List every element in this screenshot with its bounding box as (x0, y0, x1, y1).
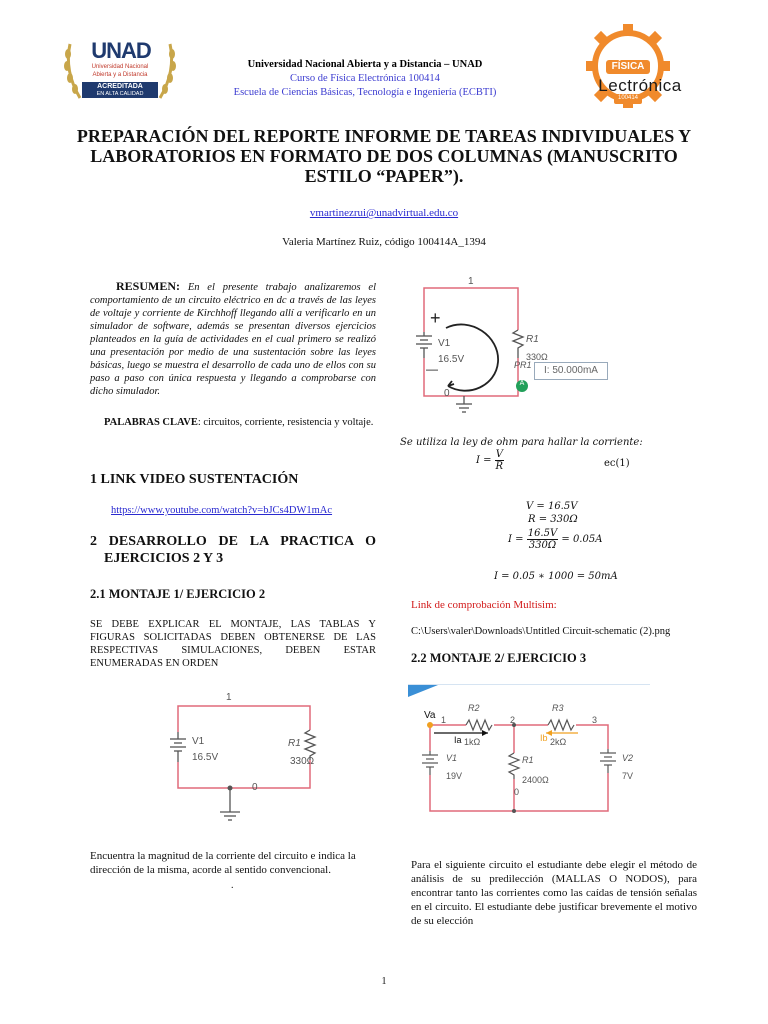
ohm-formula-num: V (495, 449, 503, 460)
circuit2-node-0: 0 (444, 388, 450, 399)
circuit3-node-0: 0 (514, 787, 520, 797)
section2-title-line2: EJERCICIOS 2 Y 3 (104, 551, 224, 566)
circuit2-res-value: 330Ω (526, 352, 548, 362)
section2-title-line1: 2 DESARROLLO DE LA PRACTICA O (90, 534, 376, 549)
given-resistance: R = 330Ω (528, 514, 578, 525)
unad-logo-sub2: Abierta y a Distancia (92, 72, 148, 78)
circuit3-node-va: Va (424, 710, 436, 721)
abstract (90, 280, 376, 398)
subsection22-paragraph: Para el siguiente circuito el estudiante debe elegir el método de análisis de su predilección (MALLAS O NODOS), para encontrar tanto las corrientes como las caídas de tensión señalas en el circuito. El estudiante debe justificar brevemente el motivo de su elección (411, 859, 697, 927)
page-number: 1 (381, 976, 387, 987)
circuit2-figure (400, 276, 548, 416)
circuit1-figure (148, 692, 338, 832)
circuit3-v1-name: V1 (446, 753, 458, 763)
fisica-logo-code: 100414 (617, 95, 639, 101)
ohm-formula-den: R (495, 461, 504, 472)
paper-title (60, 126, 708, 186)
fisica-electronica-logo (568, 18, 708, 110)
circuit3-r2-name: R2 (468, 703, 480, 713)
header-university: Universidad Nacional Abierta y a Distancia – UNAD (247, 59, 483, 70)
current-calc-num: 16.5V (527, 528, 558, 539)
paper-title-line2: LABORATORIOS EN FORMATO DE DOS COLUMNAS (MANUSCRITO (90, 146, 678, 166)
circuit3-node-2: 2 (510, 715, 516, 725)
ohm-eq-ref: ec(1) (604, 458, 630, 469)
circuit2-probe-icon: A (519, 380, 525, 387)
circuit3-v2-value: 7V (622, 771, 634, 781)
subsection21-question: Encuentra la magnitud de la corriente del circuito e indica la dirección de la misma, acorde al sentido convencional. (90, 850, 356, 876)
ohm-formula-lhs: I = (476, 455, 492, 466)
header-school: Escuela de Ciencias Básicas, Tecnología e Ingeniería (ECBTI) (233, 87, 497, 98)
current-conversion: I = 0.05 ∗ 1000 = 50mA (494, 571, 618, 582)
current-calc-result: = 0.05A (561, 534, 603, 545)
current-calc (508, 528, 602, 551)
paper-title-line1: PREPARACIÓN DEL REPORTE INFORME DE TAREAS INDIVIDUALES Y (76, 126, 692, 146)
circuit2-res-name: R1 (526, 334, 539, 345)
unad-logo-badge2: EN ALTA CALIDAD (96, 91, 144, 97)
current-calc-lhs: I = (508, 534, 524, 545)
multisim-path[interactable]: C:\Users\valer\Downloads\Untitled Circuit-schematic (2).png (411, 626, 671, 637)
circuit1-res-value: 330Ω (290, 756, 315, 767)
circuit3-node-3: 3 (592, 715, 598, 725)
circuit3-current-ib: Ib (540, 733, 548, 743)
section1-title: 1 LINK VIDEO SUSTENTACIÓN (90, 472, 299, 487)
section2-title (90, 533, 376, 567)
keywords (90, 416, 376, 429)
subsection21-instructions: SE DEBE EXPLICAR EL MONTAJE, LAS TABLAS Y FIGURAS SOLICITADAS DEBEN OBTENERSE DE LAS RESPECTIVAS SIMULACIONES, DEBEN ESTAR ENUMERADAS EN ORDEN (90, 619, 376, 669)
given-voltage: V = 16.5V (526, 501, 578, 512)
fisica-logo-word: Lectrónica (598, 76, 682, 95)
circuit3-v2-name: V2 (622, 753, 634, 763)
abstract-label: RESUMEN: (116, 279, 181, 293)
circuit2-minus-sign: — (426, 362, 438, 376)
unad-logo-sub1: Universidad Nacional (91, 64, 149, 70)
unad-logo-badge1: ACREDITADA (97, 83, 143, 90)
circuit2-source-value: 16.5V (438, 354, 465, 365)
circuit3-v1-value: 19V (446, 771, 463, 781)
circuit1-source-value: 16.5V (192, 752, 219, 763)
circuit2-node-1: 1 (468, 276, 474, 287)
multisim-label: Link de comprobación Multisim: (411, 599, 557, 611)
abstract-text: En el presente trabajo analizaremos el comportamiento de un circuito eléctrico en dc a través de las leyes de voltaje y corriente de Kirchhoff llegando allí a verificarlo en un simulador de software, además se presentan diversos ejercicios planteados en la guía de actividades en el cual primero se realizó una presentación por medio de una sustentación sobre las leyes básicas, luego se muestra el desarrollo de cada uno de ellos con su paso a paso con única respuesta y llegando a comprobarse con dicho simulador. (90, 282, 376, 397)
fisica-logo-title: FÍSICA (611, 61, 645, 72)
keywords-label: PALABRAS CLAVE (104, 417, 198, 428)
circuit3-node-1: 1 (441, 715, 447, 725)
circuit3-figure (408, 684, 650, 841)
subsection22-title: 2.2 MONTAJE 2/ EJERCICIO 3 (411, 651, 587, 665)
circuit3-current-ia: Ia (454, 735, 462, 745)
circuit3-r3-value: 2kΩ (550, 737, 567, 747)
circuit3-r1-name: R1 (522, 755, 534, 765)
video-link[interactable]: https://www.youtube.com/watch?v=bJCs4DW1mAc (111, 505, 333, 516)
subsection21-title: 2.1 MONTAJE 1/ EJERCICIO 2 (90, 587, 266, 601)
ohm-formula (476, 449, 504, 472)
circuit2-probe-reading: I: 50.000mA (534, 362, 608, 380)
ohm-caption: Se utiliza la ley de ohm para hallar la corriente: (400, 437, 643, 448)
keywords-text: : circuitos, corriente, resistencia y voltaje. (197, 417, 374, 428)
author-line: Valeria Martínez Ruiz, código 100414A_1394 (282, 236, 486, 248)
header-course: Curso de Física Electrónica 100414 (290, 73, 440, 84)
author-email-link[interactable]: vmartinezrui@unadvirtual.edu.co (309, 207, 459, 219)
circuit3-r3-name: R3 (552, 703, 564, 713)
circuit2-source-name: V1 (438, 338, 451, 349)
circuit1-source-name: V1 (192, 736, 205, 747)
stray-dot: . (231, 880, 234, 891)
circuit2-plus-sign: + (430, 308, 441, 328)
circuit2-probe-name: PR1 (514, 360, 532, 370)
circuit1-node-0: 0 (252, 782, 258, 793)
circuit1-res-name: R1 (288, 738, 301, 749)
paper-title-line3: ESTILO “PAPER”). (304, 166, 464, 186)
current-calc-den: 330Ω (528, 540, 557, 551)
circuit3-r2-value: 1kΩ (464, 737, 481, 747)
unad-logo-text: UNAD (91, 38, 151, 63)
circuit3-r1-value: 2400Ω (522, 775, 549, 785)
circuit1-node-1: 1 (226, 692, 232, 703)
